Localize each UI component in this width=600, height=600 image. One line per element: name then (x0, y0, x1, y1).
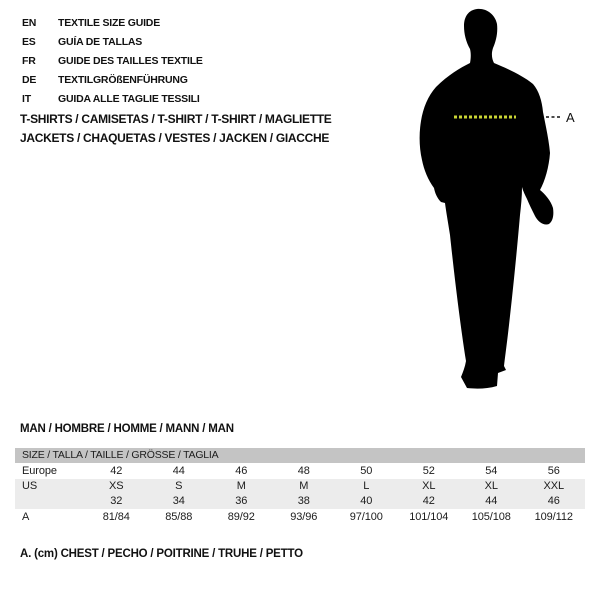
table-cell: 50 (360, 465, 373, 477)
table-row-us-numeric (15, 494, 585, 509)
category-line-tshirts: T-SHIRTS / CAMISETAS / T-SHIRT / T-SHIRT / MAGLIETTE (20, 112, 332, 126)
section-title: MAN / HOMBRE / HOMME / MANN / MAN (20, 423, 234, 435)
language-code: DE (22, 74, 37, 86)
table-cell: 85/88 (165, 511, 193, 523)
table-cell: 32 (110, 495, 123, 507)
table-cell: 93/96 (290, 511, 318, 523)
table-cell: 52 (422, 465, 435, 477)
table-cell: 101/104 (409, 511, 449, 523)
table-cell: 46 (235, 465, 248, 477)
table-cell: XL (484, 480, 498, 492)
size-table-header: SIZE / TALLA / TAILLE / GRÖSSE / TAGLIA (15, 448, 585, 463)
man-figure (410, 5, 585, 395)
table-cell: M (299, 480, 309, 492)
language-code: EN (22, 17, 37, 29)
category-list (20, 110, 332, 148)
table-cell: 40 (360, 495, 373, 507)
language-row-en (22, 14, 203, 33)
table-row-a-chest (15, 509, 585, 526)
table-cell: 36 (235, 495, 248, 507)
row-label: Europe (22, 465, 57, 477)
footnote: A. (cm) CHEST / PECHO / POITRINE / TRUHE / PETTO (20, 548, 303, 560)
table-cell: 56 (547, 465, 560, 477)
man-silhouette (420, 9, 554, 389)
table-cell: 46 (547, 495, 560, 507)
language-row-fr (22, 52, 203, 71)
language-code: IT (22, 93, 31, 105)
language-label: TEXTILE SIZE GUIDE (58, 17, 160, 29)
row-label (15, 494, 85, 509)
table-cell: 34 (172, 495, 185, 507)
language-label: GUIDE DES TAILLES TEXTILE (58, 55, 203, 67)
language-label: TEXTILGRÖßENFÜHRUNG (58, 74, 188, 86)
table-cell: S (175, 480, 183, 492)
language-row-es (22, 33, 203, 52)
table-cell: 42 (110, 465, 123, 477)
table-cell: 97/100 (349, 511, 383, 523)
table-cell: 38 (297, 495, 310, 507)
table-cell: 48 (297, 465, 310, 477)
language-label: GUÍA DE TALLAS (58, 36, 143, 48)
table-cell: 44 (485, 495, 498, 507)
language-row-it (22, 90, 203, 109)
table-cell: M (236, 480, 246, 492)
table-row-europe (15, 463, 585, 479)
table-cell: XL (422, 480, 436, 492)
row-label: US (22, 480, 38, 492)
man-silhouette-svg (410, 5, 585, 395)
table-cell: XXL (543, 480, 564, 492)
table-cell: XS (109, 480, 124, 492)
table-cell: 109/112 (534, 511, 573, 523)
category-line-jackets: JACKETS / CHAQUETAS / VESTES / JACKEN / GIACCHE (20, 131, 330, 145)
size-table (15, 448, 585, 526)
table-cell: 44 (172, 465, 185, 477)
language-row-de (22, 71, 203, 90)
table-cell: 89/92 (227, 511, 255, 523)
table-row-us (15, 479, 585, 494)
table-cell: 105/108 (471, 511, 511, 523)
measure-label-a: A (566, 110, 575, 125)
language-code: ES (22, 36, 36, 48)
language-label: GUIDA ALLE TAGLIE TESSILI (58, 93, 200, 105)
language-list (22, 14, 203, 109)
language-code: FR (22, 55, 36, 67)
table-cell: 54 (485, 465, 498, 477)
table-cell: 81/84 (102, 511, 130, 523)
table-cell: 42 (422, 495, 435, 507)
row-label: A (22, 511, 30, 523)
table-cell: L (363, 480, 370, 492)
